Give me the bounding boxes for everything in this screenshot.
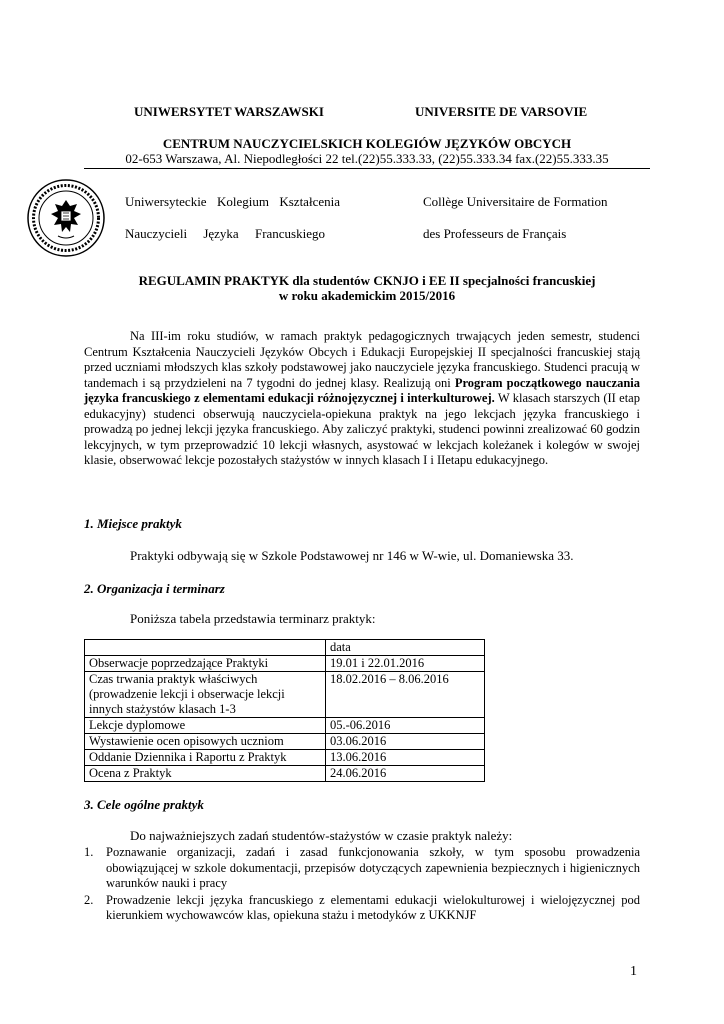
- university-seal-icon: [26, 178, 106, 258]
- intro-program-name: Program początkowego nauczania języka francuskiego z elementami edukacji różnojęzycznej i interkulturowej.: [84, 375, 640, 405]
- page-number: 1: [630, 964, 637, 979]
- intro-paragraph: [84, 329, 640, 469]
- table-cell-activity: Obserwacje poprzedzające Praktyki: [85, 656, 326, 672]
- table-row: [85, 672, 485, 718]
- table-cell-activity: Lekcje dyplomowe: [85, 718, 326, 734]
- table-cell-date: 03.06.2016: [326, 734, 485, 750]
- table-row: [85, 734, 485, 750]
- list-item: [84, 845, 640, 892]
- header-divider: [84, 168, 650, 169]
- table-row: [85, 718, 485, 734]
- table-header-cell: data: [326, 640, 485, 656]
- intro-text-1: Na III-im roku studiów, w ramach praktyk pedagogicznych trwających jeden semestr, studenci Centrum Kształcenia Nauczycieli Języków Obcych i Edukacji Europejskiej II specjalności francuskiej stają przed uczniami młodszych klas szkoły podstawowej jako nauczyciele języka francuskiego. Studenci pracują w tandemach i są przydzieleni na 7 tygodni do jednej klasy. Realizują oni: [84, 329, 640, 390]
- table-cell-date: 19.01 i 22.01.2016: [326, 656, 485, 672]
- goals-list: [84, 845, 640, 924]
- table-cell-activity: Ocena z Praktyk: [85, 766, 326, 782]
- table-row: [85, 766, 485, 782]
- schedule-table: [84, 639, 485, 782]
- list-item-number: 1.: [84, 845, 94, 859]
- header-center-name: CENTRUM NAUCZYCIELSKICH KOLEGIÓW JĘZYKÓW OBCYCH: [162, 136, 572, 151]
- college-fr-line2: des Professeurs de Français: [423, 226, 567, 241]
- section-3-heading: 3. Cele ogólne praktyk: [84, 797, 204, 812]
- list-item: [84, 893, 640, 924]
- header-university-fr: UNIVERSITE DE VARSOVIE: [415, 104, 588, 119]
- document-subtitle: w roku akademickim 2015/2016: [278, 288, 456, 303]
- college-pl-line1: Uniwersyteckie Kolegium Kształcenia: [125, 194, 340, 209]
- section-2-text: Poniższa tabela przedstawia terminarz praktyk:: [130, 611, 376, 626]
- list-item-number: 2.: [84, 892, 94, 907]
- section-2-heading: 2. Organizacja i terminarz: [84, 581, 225, 596]
- college-pl-line2: Nauczycieli Języka Francuskiego: [125, 226, 325, 241]
- section-1-text: Praktyki odbywają się w Szkole Podstawowej nr 146 w W-wie, ul. Domaniewska 33.: [130, 548, 574, 563]
- table-cell-activity: Wystawienie ocen opisowych uczniom: [85, 734, 326, 750]
- table-header-cell: [85, 640, 326, 656]
- list-item-text: Poznawanie organizacji, zadań i zasad funkcjonowania szkoły, w tym sposobu prowadzenia obowiązującej w szkole dokumentacji, przepisów dotyczących zapewnienia bezpiecznych i higienicznych warunków nauki i pracy: [106, 845, 640, 890]
- table-cell-date: 18.02.2016 – 8.06.2016: [326, 672, 485, 718]
- table-cell-date: 13.06.2016: [326, 750, 485, 766]
- table-cell-date: 24.06.2016: [326, 766, 485, 782]
- list-item-text: Prowadzenie lekcji języka francuskiego z elementami edukacji wielokulturowej i wielojęzycznej pod kierunkiem wychowawców klas, opiekuna stażu i metodyków z UKKNJF: [106, 892, 640, 922]
- header-university-pl: UNIWERSYTET WARSZAWSKI: [134, 104, 324, 119]
- header-address: 02-653 Warszawa, Al. Niepodległości 22 tel.(22)55.333.33, (22)55.333.34 fax.(22)55.333.35: [125, 151, 609, 166]
- section-1-heading: 1. Miejsce praktyk: [84, 516, 182, 531]
- table-header-row: [85, 640, 485, 656]
- table-cell-date: 05.-06.2016: [326, 718, 485, 734]
- table-row: [85, 656, 485, 672]
- table-cell-activity: Czas trwania praktyk właściwych (prowadzenie lekcji i obserwacje lekcji innych stażystów klasach 1-3: [85, 672, 326, 718]
- document-title: REGULAMIN PRAKTYK dla studentów CKNJO i EE II specjalności francuskiej: [138, 273, 596, 288]
- section-3-text: Do najważniejszych zadań studentów-stażystów w czasie praktyk należy:: [130, 828, 513, 843]
- intro-text-2: W klasach starszych (II etap edukacyjny) studenci obserwują nauczyciela-opiekuna praktyk na jego lekcjach języka francuskiego i prowadzą po jednej lekcji języka francuskiego. Aby zaliczyć praktyki, studenci powinni zrealizować 60 godzin lekcyjnych, w tym przeprowadzić 10 lekcji własnych, asystować w lekcjach koleżanek i kolegów w swojej klasie, obserwować lekcje pozostałych stażystów w innych klasach I i IIetapu edukacyjnego.: [84, 391, 640, 467]
- college-fr-line1: Collège Universitaire de Formation: [423, 194, 608, 209]
- table-row: [85, 750, 485, 766]
- table-cell-activity: Oddanie Dziennika i Raportu z Praktyk: [85, 750, 326, 766]
